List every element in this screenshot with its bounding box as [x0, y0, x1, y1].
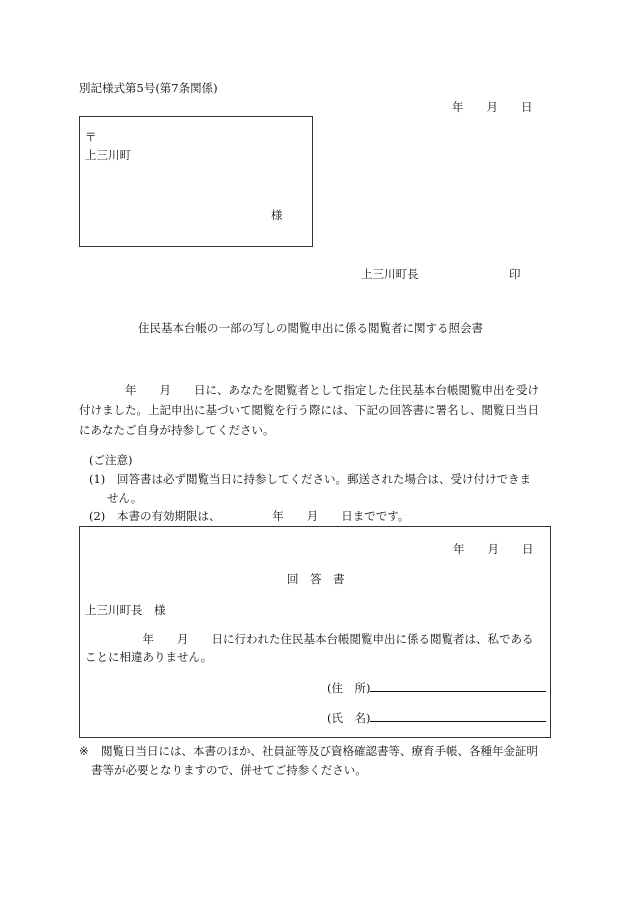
- note-2-text: 本書の有効期限は、 年 月 日までです。: [117, 509, 410, 523]
- footer-mark: ※: [79, 744, 89, 758]
- postal-mark: 〒: [85, 130, 97, 144]
- address-box: [79, 116, 313, 247]
- footer-line-1: 閲覧日当日には、本書のほか、社員証等及び資格確認書等、療育手帳、各種年金証明: [101, 744, 538, 758]
- address-town: 上三川町: [85, 148, 131, 162]
- form-label: 別記様式第5号(第7条関係): [79, 81, 218, 95]
- body-line: 付けました。上記申出に基づいて閲覧を行う際には、下記の回答書に署名し、閲覧日当日: [79, 403, 539, 417]
- footer-line-2: 書等が必要となりますので、併せてご持参ください。: [91, 763, 367, 777]
- name-signature-line[interactable]: [370, 709, 546, 722]
- address-label: (住 所): [327, 681, 371, 695]
- note-1-number: (1): [89, 472, 106, 486]
- note-1-text: 回答書は必ず閲覧当日に持参してください。郵送された場合は、受け付けできま: [117, 472, 531, 486]
- address-signature-line[interactable]: [370, 679, 546, 692]
- name-field[interactable]: [327, 709, 546, 726]
- body-line: にあなたご自身が持参してください。: [79, 423, 275, 437]
- document-title: 住民基本台帳の一部の写しの閲覧申出に係る閲覧者に関する照会書: [138, 321, 483, 335]
- reply-statement-line: 年 月 日に行われた住民基本台帳閲覧申出に係る閲覧者は、私である: [85, 632, 534, 646]
- note-1-text-cont: せん。: [107, 491, 143, 505]
- issuer-seal: 印: [509, 267, 521, 281]
- reply-form: [79, 526, 551, 738]
- reply-title: 回 答 書: [287, 572, 345, 586]
- reply-date: 年 月 日: [453, 542, 534, 556]
- issue-date: 年 月 日: [452, 100, 533, 114]
- address-field[interactable]: [327, 679, 546, 696]
- reply-addressee: 上三川町長 様: [85, 603, 166, 617]
- address-honorific: 様: [271, 208, 283, 222]
- notes-heading: (ご注意): [89, 453, 133, 467]
- body-line: 年 月 日に、あなたを閲覧者として指定した住民基本台帳閲覧申出を受け: [79, 383, 539, 397]
- issuer-title: 上三川町長: [361, 267, 419, 281]
- note-2-number: (2): [89, 509, 106, 523]
- body-paragraph: [79, 380, 539, 440]
- reply-statement-line: ことに相違ありません。: [85, 650, 213, 664]
- name-label: (氏 名): [327, 711, 371, 725]
